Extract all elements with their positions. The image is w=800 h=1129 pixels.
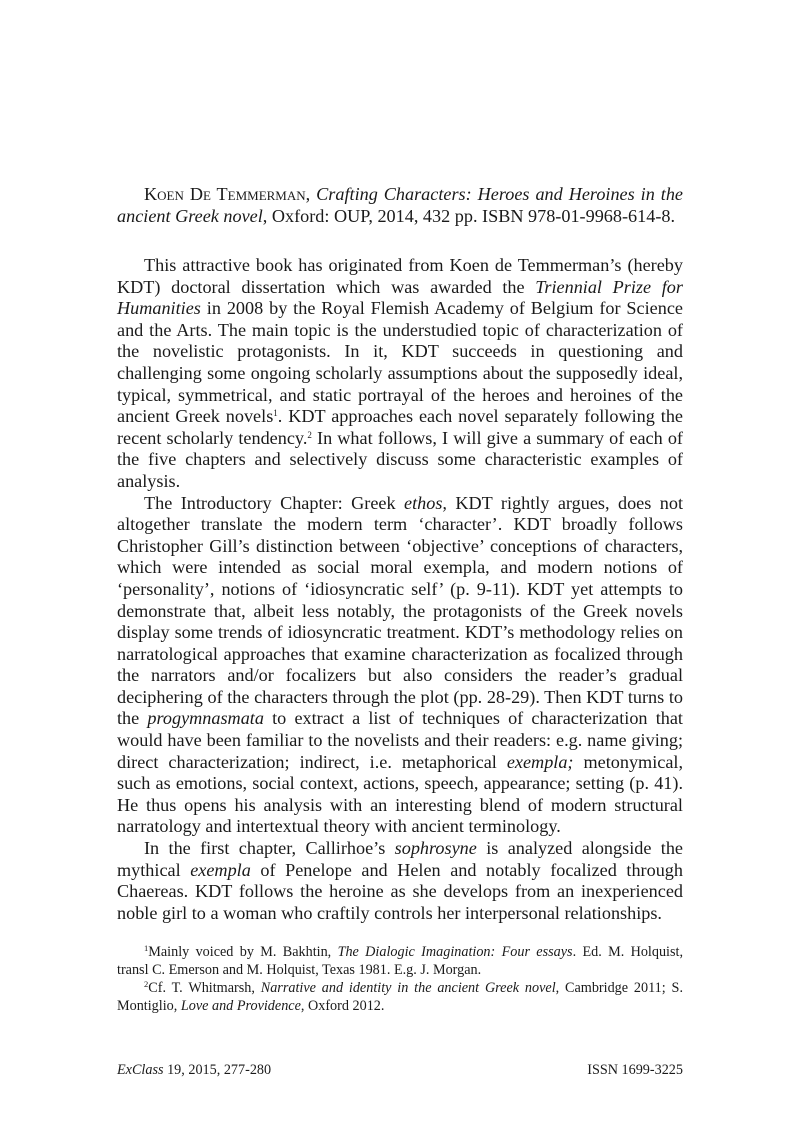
paragraph-3 xyxy=(117,838,683,924)
citation-title: Crafting Characters: Heroes and Heroines in the ancient Greek novel xyxy=(117,184,684,226)
text-run: Cf. T. Whitmarsh, xyxy=(148,980,261,996)
text-run: of Penelope and Helen and notably focalized through Chaereas. KDT follows the heroine as she develops from an inexperienced noble girl to a woman who craftily controls her interpersonal relationships. xyxy=(117,859,683,923)
text-run-italic: The Dialogic Imagination: Four essays xyxy=(337,944,573,960)
text-run-italic: ethos, xyxy=(404,492,447,513)
footnote-ref-2[interactable]: 2 xyxy=(307,429,312,440)
citation-details: , Oxford: OUP, 2014, 432 pp. ISBN 978-01-9968-614-8. xyxy=(262,206,676,226)
page-content xyxy=(117,183,683,924)
text-run-italic: progymnasmata xyxy=(147,708,264,729)
text-run: metonymical, such as emotions, social context, actions, speech, appearance; setting (p. 41). He thus opens his analysis with an interesting blend of modern structural narratology and intertextual theory with ancient terminology. xyxy=(117,751,684,837)
citation-sep: , xyxy=(305,184,317,204)
text-run: In what follows, I will give a summary of each of the five chapters and selectively discuss some characteristic examples of analysis. xyxy=(117,427,683,491)
paragraph-1 xyxy=(117,255,683,493)
review-body xyxy=(117,255,683,924)
journal-volume: 19, 2015, 277-280 xyxy=(163,1062,272,1078)
footnote-number: 2 xyxy=(144,979,149,989)
footnotes xyxy=(117,943,683,1015)
text-run: In the first chapter, Callirhoe’s xyxy=(144,838,395,859)
text-run: to extract a list of techniques of characterization that would have been familiar to the novelists and their readers: e.g. name giving; direct characterization; indirect, i.e. metaphorical xyxy=(117,708,683,772)
text-run: in 2008 by the Royal Flemish Academy of Belgium for Science and the Arts. The main topic is the understudied topic of characterization of the novelistic protagonists. In it, KDT succeeds in questioning and challenging some ongoing scholarly assumptions about the supposedly ideal, typical, symmetrical, and static portrayal of the heroes and heroines of the ancient Greek novels xyxy=(117,298,683,427)
paragraph-2 xyxy=(117,493,683,839)
text-run-italic: exempla; xyxy=(506,751,574,772)
citation-author: Koen De Temmerman xyxy=(144,184,306,204)
text-run: , Oxford 2012. xyxy=(300,998,385,1014)
text-run-italic: Narrative and identity in the ancient Greek novel xyxy=(260,980,556,996)
text-run: , Cambridge 2011; S. Montiglio, xyxy=(117,980,683,1014)
text-run: This attractive book has originated from Koen de Temmerman’s (hereby KDT) doctoral dissertation which was awarded the xyxy=(117,255,683,297)
text-run: The Introductory Chapter: Greek xyxy=(144,492,405,513)
text-run-italic: sophrosyne xyxy=(394,838,477,859)
text-run: Mainly voiced by M. Bakhtin, xyxy=(148,944,338,960)
review-citation xyxy=(117,183,683,227)
text-run: . Ed. M. Holquist, transl C. Emerson and M. Holquist, Texas 1981. E.g. J. Morgan. xyxy=(117,944,684,978)
footnote-ref-1[interactable]: 1 xyxy=(273,408,278,419)
text-run-italic: Triennial Prize for Humanities xyxy=(117,276,683,319)
footnote-2 xyxy=(117,979,683,1015)
text-run: is analyzed alongside the mythical xyxy=(117,838,684,880)
text-run: KDT rightly argues, does not altogether translate the modern term ‘character’. KDT broadly follows Christopher Gill’s distinction between ‘objective’ conceptions of characters, which were intended as social moral exempla, and modern notions of ‘personality’, notions of ‘idiosyncratic self’ (p. 9-11). KDT yet attempts to demonstrate that, albeit less notably, the protagonists of the Greek novels display some trends of idiosyncratic treatment. KDT’s methodology relies on narratological approaches that examine characterization as focalized through the narrators and/or focalizers but also considers the reader’s gradual deciphering of the characters through the plot (pp. 28-29). Then KDT turns to the xyxy=(117,492,683,729)
text-run-italic: exempla xyxy=(190,859,251,880)
text-run: . KDT approaches each novel separately following the recent scholarly tendency. xyxy=(117,406,683,448)
page-footer xyxy=(117,1062,683,1079)
issn: ISSN 1699-3225 xyxy=(587,1062,683,1078)
text-run-italic: Love and Providence xyxy=(180,998,301,1014)
journal-name: ExClass xyxy=(117,1062,164,1078)
journal-reference xyxy=(117,1062,271,1079)
footnote-1 xyxy=(117,943,683,979)
footnote-number: 1 xyxy=(144,943,149,953)
